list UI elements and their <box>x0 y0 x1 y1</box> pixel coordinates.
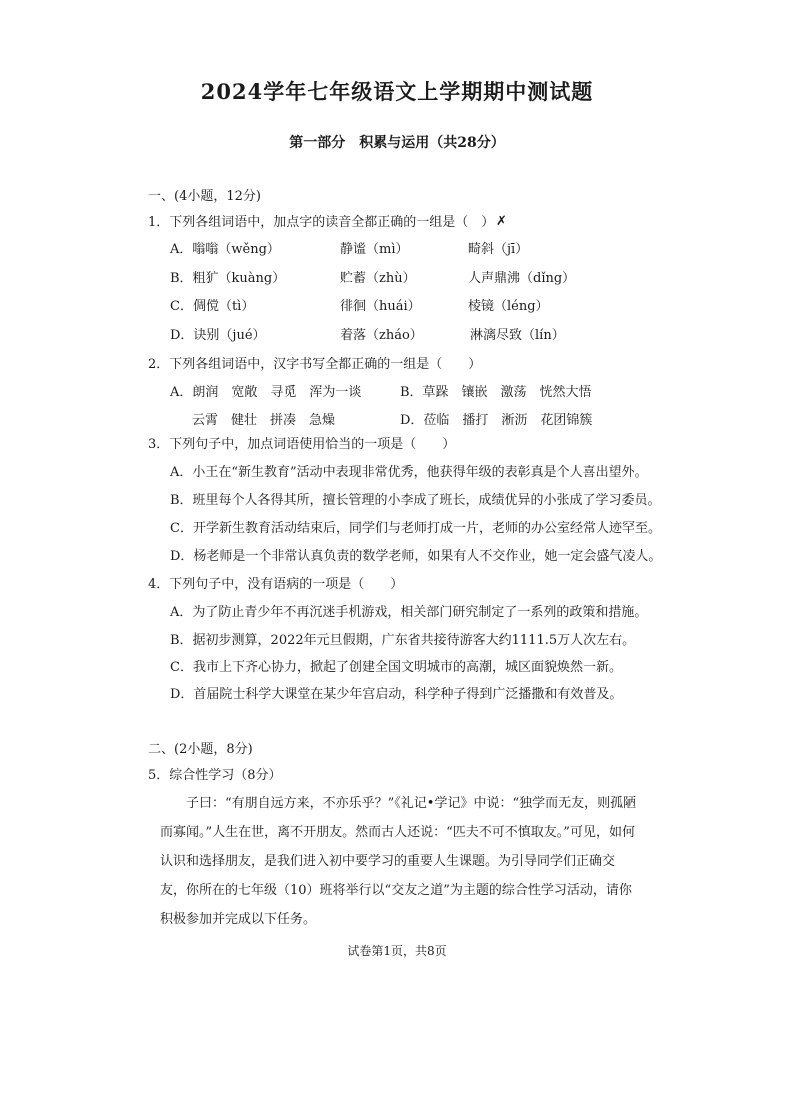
q1-option-a-word1: A．嗡嗡（wěng） <box>170 242 280 257</box>
section-heading-2: 二、(2小题，8分) <box>148 742 253 757</box>
q4-option-a: A．为了防止青少年不再沉迷手机游戏，相关部门研究制定了一系列的政策和措施。 <box>170 605 648 620</box>
q2-option-a: A．朗润 宽敞 寻觅 浑为一谈 <box>170 385 362 400</box>
q4-option-c: C．我市上下齐心协力，掀起了创建全国文明城市的高潮，城区面貌焕然一新。 <box>170 660 622 675</box>
section-heading-1: 一、(4小题，12分) <box>148 189 261 204</box>
q1-option-a-word3: 畸斜（jī） <box>468 242 529 257</box>
handwritten-mark: ✗ <box>496 214 507 229</box>
q4-option-d: D．首届院士科学大课堂在某少年宫启动，科学种子得到广泛播撒和有效普及。 <box>170 687 623 702</box>
part-title: 第一部分 积累与运用（共28分） <box>289 135 505 151</box>
q1-option-c-word3: 棱镜（léng） <box>468 299 549 314</box>
q1-option-b-word2: 贮蓄（zhù） <box>340 271 416 286</box>
q2-option-d: D．莅临 播打 淅沥 花团锦簇 <box>400 413 593 428</box>
page-title: 2024学年七年级语文上学期期中测试题 <box>200 79 594 104</box>
page-footer: 试卷第1页，共8页 <box>347 944 447 958</box>
question-5-passage: 子曰：“有朋自远方来，不亦乐乎？”《礼记•学记》中说：“独学而无友，则孤陋而寡闻。”人生在世，离不开朋友。然而古人还说：“匹夫不可不慎取友。”可见，如何认识和选择朋友，是我们进入初中要学习的重要人生课题。为引导同学们正确交友，你所在的七年级（10）班将举行以“交友之道”为主题的综合性学习活动，请你积极参加并完成以下任务。 <box>160 796 637 927</box>
q3-option-a: A．小王在“新生教育”活动中表现非常优秀，他获得年级的表彰真是个人喜出望外。 <box>170 465 648 480</box>
q2-option-b: B．草跺 镶嵌 激荡 恍然大悟 <box>400 385 592 400</box>
q1-option-a-word2: 静谧（mì） <box>340 242 409 257</box>
q3-option-c: C．开学新生教育活动结束后，同学们与老师打成一片，老师的办公室经常人迹罕至。 <box>170 521 661 536</box>
question-5-title: 5．综合性学习（8分） <box>148 768 282 783</box>
q1-option-c-word2: 徘徊（huái） <box>340 299 421 314</box>
q1-option-d-word2: 着落（zháo） <box>340 328 423 343</box>
q2-option-c: 云霄 健壮 拼凑 急燥 <box>192 413 336 428</box>
q1-option-b-word3: 人声鼎沸（dǐng） <box>468 271 576 286</box>
q1-option-c-word1: C．倜傥（tì） <box>170 299 255 314</box>
q1-option-b-word1: B．粗犷（kuàng） <box>170 271 286 286</box>
q4-option-b: B．据初步测算，2022年元旦假期，广东省共接待游客大约1111.5万人次左右。 <box>170 633 636 648</box>
q1-option-d-word3: 淋漓尽致（lín） <box>470 328 565 343</box>
q3-option-d: D．杨老师是一个非常认真负责的数学老师，如果有人不交作业，她一定会盛气凌人。 <box>170 549 662 564</box>
question-3-stem: 3．下列句子中，加点词语使用恰当的一项是（ ） <box>148 437 456 452</box>
q1-option-d-word1: D．诀别（jué） <box>170 328 266 343</box>
q3-option-b: B．班里每个人各得其所，擅长管理的小李成了班长，成绩优异的小张成了学习委员。 <box>170 493 661 508</box>
question-2-stem: 2．下列各组词语中，汉字书写全都正确的一组是（ ） <box>148 357 482 372</box>
question-4-stem: 4．下列句子中，没有语病的一项是（ ） <box>148 577 404 592</box>
question-1-stem: 1．下列各组词语中，加点字的读音全都正确的一组是（ ） <box>148 215 495 230</box>
